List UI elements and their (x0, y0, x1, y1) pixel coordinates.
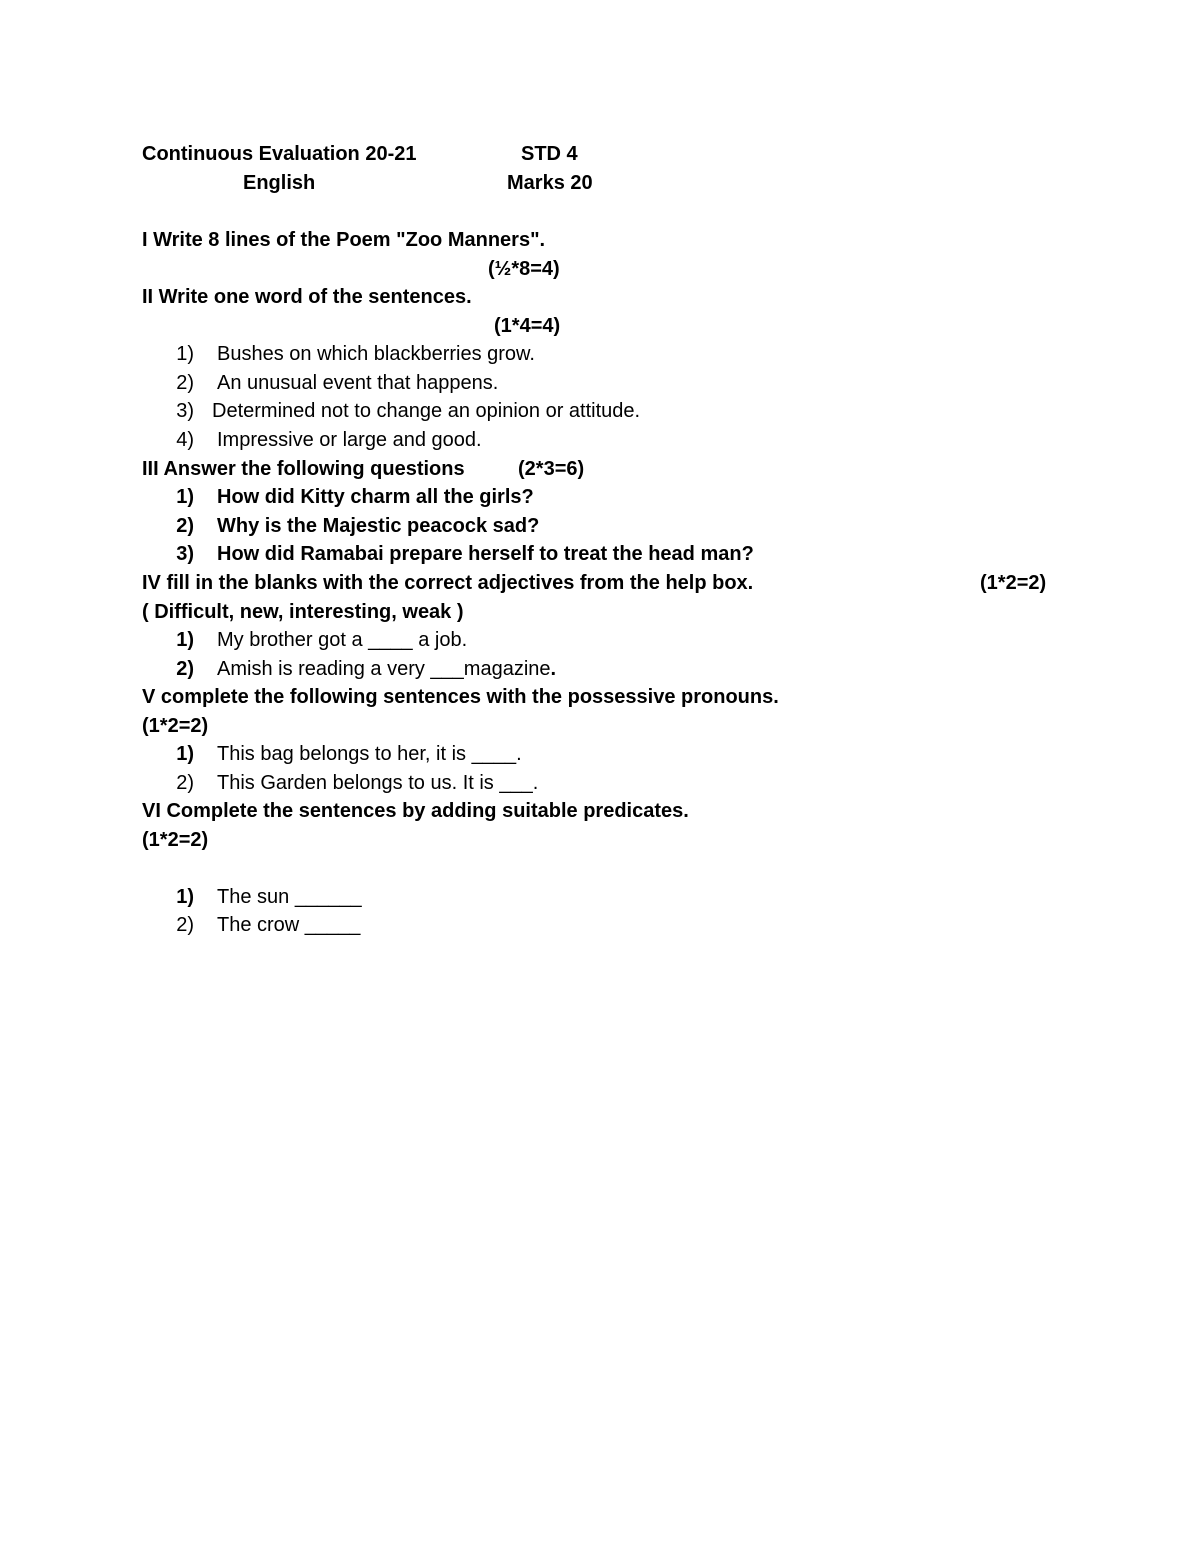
section-5-heading: V complete the following sentences with the possessive pronouns. (142, 686, 779, 708)
section-1-heading: I Write 8 lines of the Poem "Zoo Manners". (142, 229, 546, 251)
help-box: ( Difficult, new, interesting, weak ) (142, 601, 464, 623)
marks-label: Marks 20 (507, 172, 593, 194)
section-3-heading: III Answer the following questions (142, 458, 465, 480)
question-text: This bag belongs to her, it is ____. (217, 743, 522, 765)
question-text: Why is the Majestic peacock sad? (217, 515, 540, 537)
section-6-marks: (1*2=2) (142, 829, 209, 851)
question-text: My brother got a ____ a job. (217, 629, 468, 651)
question-number: 3) (176, 543, 194, 565)
question-number: 3) (176, 400, 194, 422)
section-4-heading: IV fill in the blanks with the correct adjectives from the help box. (142, 572, 754, 594)
section-4-marks: (1*2=2) (980, 572, 1047, 594)
question-number: 2) (176, 772, 194, 794)
question-number: 1) (176, 343, 194, 365)
exam-title: Continuous Evaluation 20-21 (142, 143, 417, 165)
question-text: The sun ______ (217, 886, 362, 908)
section-3-marks: (2*3=6) (518, 458, 585, 480)
question-text (217, 657, 556, 681)
question-number: 2) (176, 658, 194, 680)
question-text: The crow _____ (217, 914, 361, 936)
question-number: 4) (176, 429, 194, 451)
question-text: An unusual event that happens. (217, 372, 499, 394)
question-number: 2) (176, 914, 194, 936)
class-label: STD 4 (521, 143, 578, 165)
question-text: Impressive or large and good. (217, 429, 482, 451)
question-text: How did Ramabai prepare herself to treat the head man? (217, 543, 754, 565)
question-text: This Garden belongs to us. It is ___. (217, 772, 539, 794)
question-number: 2) (176, 372, 194, 394)
question-text: Determined not to change an opinion or attitude. (212, 400, 641, 422)
question-number: 1) (176, 629, 194, 651)
section-5-marks: (1*2=2) (142, 715, 209, 737)
question-number: 1) (176, 886, 194, 908)
question-text-tail: . (550, 658, 557, 680)
question-number: 2) (176, 515, 194, 537)
question-text-body: Amish is reading a very ___magazine (217, 658, 551, 680)
subject-label: English (243, 172, 316, 194)
section-2-marks: (1*4=4) (494, 315, 561, 337)
section-2-heading: II Write one word of the sentences. (142, 286, 472, 308)
question-number: 1) (176, 486, 194, 508)
question-text: How did Kitty charm all the girls? (217, 486, 534, 508)
question-text: Bushes on which blackberries grow. (217, 343, 535, 365)
question-number: 1) (176, 743, 194, 765)
section-6-heading: VI Complete the sentences by adding suitable predicates. (142, 800, 689, 822)
section-1-marks: (½*8=4) (488, 258, 560, 280)
